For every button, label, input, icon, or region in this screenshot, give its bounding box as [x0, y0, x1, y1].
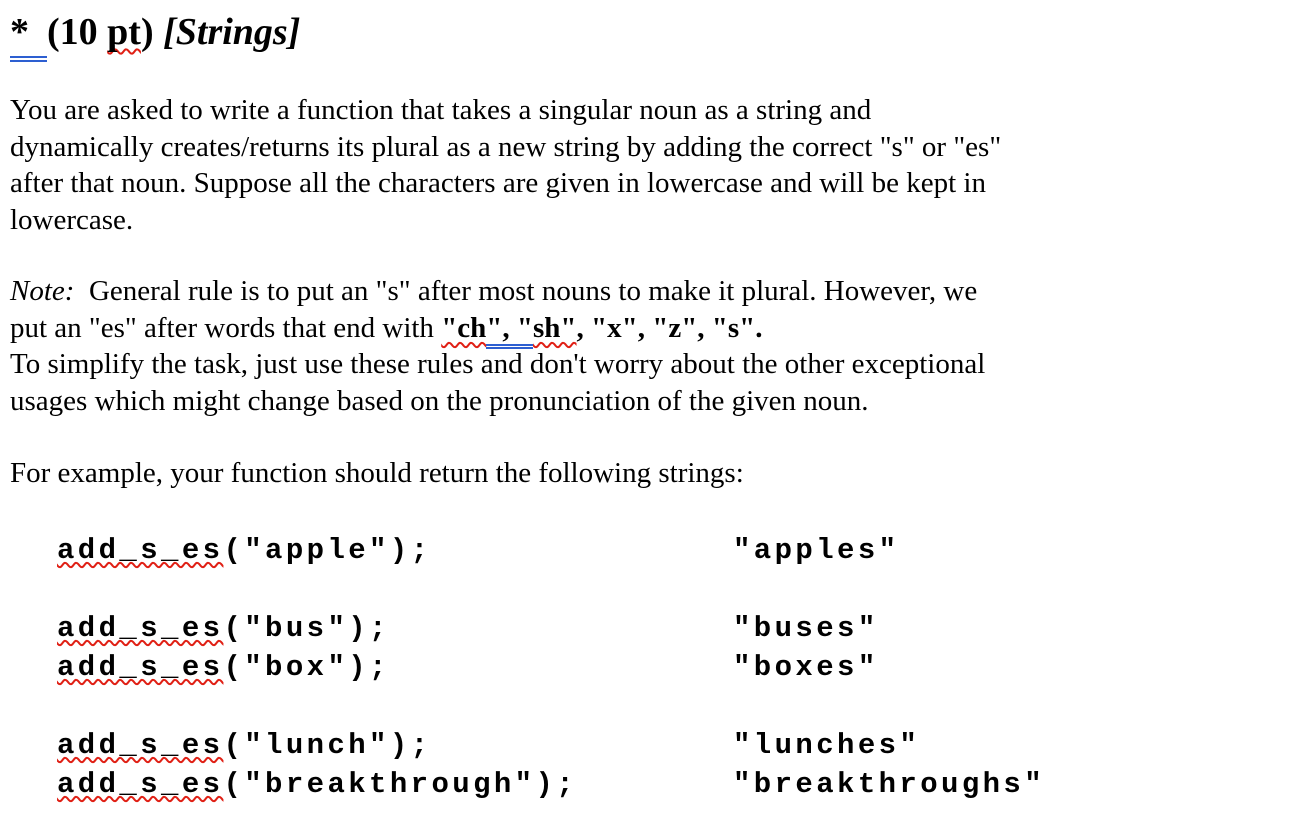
function-result: "boxes" [733, 650, 879, 684]
function-name: add_s_es [57, 728, 224, 762]
function-name: add_s_es [57, 533, 224, 567]
ending-sh: sh" [533, 311, 577, 344]
example-row-box [10, 648, 1296, 687]
function-call [57, 609, 733, 648]
note-line-4: usages which might change based on the pronunciation of the given noun. [10, 384, 869, 417]
function-args: ("apple"); [223, 533, 432, 567]
ending-rest: , "x", "z", "s". [576, 311, 763, 344]
example-row-bus [10, 609, 1296, 648]
points-prefix: (10 [47, 11, 108, 53]
intro-line-1: You are asked to write a function that takes a singular noun as a string and [10, 94, 872, 126]
question-title: [Strings] [163, 11, 301, 53]
function-name: add_s_es [57, 767, 224, 801]
function-result: "breakthroughs" [733, 767, 1046, 801]
function-result: "lunches" [733, 728, 921, 762]
example-row-breakthrough [10, 765, 1296, 804]
endings-list [441, 312, 762, 349]
function-call [57, 726, 733, 765]
note-label: Note: [10, 275, 75, 307]
asterisk: * [10, 11, 29, 53]
intro-paragraph [10, 92, 1296, 238]
function-call [57, 648, 733, 687]
function-name: add_s_es [57, 611, 224, 645]
ending-separator: ", " [486, 312, 533, 349]
note-line-2-prefix: put an "es" after words that end with [10, 311, 442, 344]
note-line-3: To simplify the task, just use these rules and don't worry about the other exceptional [10, 348, 986, 380]
note-line-2 [10, 310, 1296, 347]
function-args: ("box"); [223, 650, 390, 684]
function-result: "apples" [733, 533, 900, 567]
points-unit: pt [107, 11, 141, 53]
examples-block [10, 531, 1296, 804]
ending-ch: "ch [441, 311, 487, 344]
example-intro-paragraph [10, 455, 1296, 492]
function-call [57, 765, 733, 804]
function-call [57, 531, 733, 570]
note-line-1-rest: General rule is to put an "s" after most nouns to make it plural. However, we [74, 275, 978, 307]
question-marker [10, 8, 47, 62]
example-row-lunch [10, 726, 1296, 765]
points-suffix: ) [140, 11, 164, 53]
function-result: "buses" [733, 611, 879, 645]
intro-line-3: after that noun. Suppose all the characters are given in lowercase and will be kept in [10, 167, 986, 199]
intro-line-4: lowercase. [10, 203, 134, 236]
note-paragraph [10, 273, 1296, 419]
question-heading [10, 8, 1296, 62]
function-args: ("bus"); [223, 611, 390, 645]
note-line-1 [10, 273, 1296, 310]
intro-line-2: dynamically creates/returns its plural as a new string by adding the correct "s" or "es" [10, 130, 1002, 163]
function-name: add_s_es [57, 650, 224, 684]
example-intro-line: For example, your function should return the following strings: [10, 457, 744, 489]
function-args: ("lunch"); [223, 728, 432, 762]
function-args: ("breakthrough"); [223, 767, 578, 801]
example-row-apple [10, 531, 1296, 570]
